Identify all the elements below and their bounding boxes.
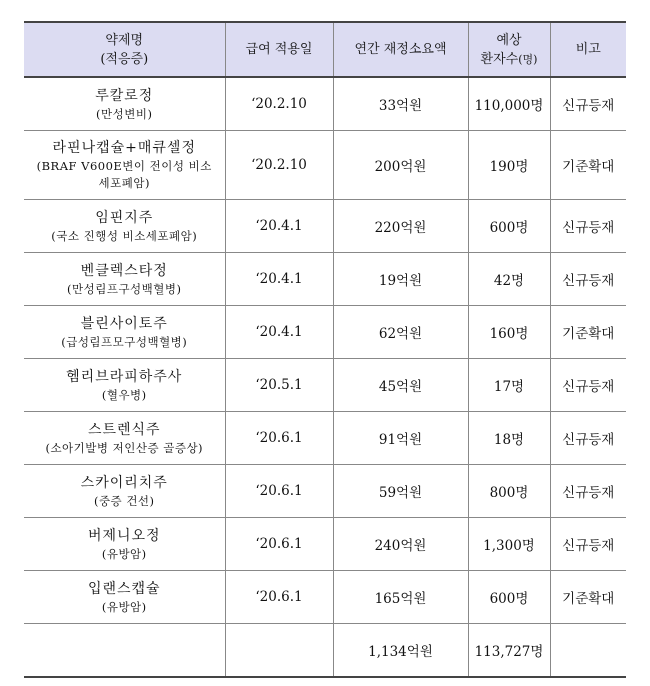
table-row xyxy=(24,253,626,306)
header-cost: 연간 재정소요액 xyxy=(333,22,468,77)
drug-cell xyxy=(24,571,225,624)
drug-name: 헴리브라피하주사 xyxy=(66,368,183,385)
table-row xyxy=(24,359,626,412)
annual-cost: 62억원 xyxy=(333,306,468,359)
drug-indication: (만성변비) xyxy=(96,106,153,121)
total-blank-2 xyxy=(225,624,333,678)
drug-name: 스카이리치주 xyxy=(80,474,168,491)
expected-patients: 190명 xyxy=(468,131,550,200)
expected-patients: 42명 xyxy=(468,253,550,306)
drug-cell xyxy=(24,518,225,571)
drug-name: 라핀나캡슐+매큐셀정 xyxy=(52,140,196,156)
drug-cell xyxy=(24,306,225,359)
drug-indication: (혈우병) xyxy=(101,387,147,402)
total-blank-1 xyxy=(24,624,225,678)
header-patients-line2-wrap xyxy=(471,50,548,69)
table-row xyxy=(24,518,626,571)
drug-indication: (유방암) xyxy=(101,599,147,614)
application-date: ‘20.2.10 xyxy=(225,77,333,131)
note: 기준확대 xyxy=(550,306,626,359)
application-date: ‘20.4.1 xyxy=(225,253,333,306)
application-date: ‘20.6.1 xyxy=(225,412,333,465)
expected-patients: 800명 xyxy=(468,465,550,518)
note: 신규등재 xyxy=(550,77,626,131)
application-date: ‘20.5.1 xyxy=(225,359,333,412)
header-note: 비고 xyxy=(550,22,626,77)
drug-cell xyxy=(24,359,225,412)
drug-indication: (BRAF V600E변이 전이성 비소세포폐암) xyxy=(36,159,212,190)
annual-cost: 19억원 xyxy=(333,253,468,306)
header-patients-line2: 환자수 xyxy=(480,51,519,67)
annual-cost: 91억원 xyxy=(333,412,468,465)
header-patients xyxy=(468,22,550,77)
drug-indication: (소아기발병 저인산증 골증상) xyxy=(45,440,204,455)
application-date: ‘20.6.1 xyxy=(225,518,333,571)
expected-patients: 600명 xyxy=(468,571,550,624)
drug-name: 입랜스캡슐 xyxy=(87,580,161,597)
note: 신규등재 xyxy=(550,200,626,253)
expected-patients: 600명 xyxy=(468,200,550,253)
drug-cell xyxy=(24,200,225,253)
drug-indication: (국소 진행성 비소세포폐암) xyxy=(51,228,198,243)
application-date: ‘20.6.1 xyxy=(225,465,333,518)
note: 신규등재 xyxy=(550,412,626,465)
drug-name: 스트렌식주 xyxy=(87,421,161,438)
total-cost: 1,134억원 xyxy=(333,624,468,678)
total-blank-3 xyxy=(550,624,626,678)
drug-name: 블린사이토주 xyxy=(80,315,168,332)
note: 신규등재 xyxy=(550,465,626,518)
drug-name: 임핀지주 xyxy=(95,209,154,226)
expected-patients: 18명 xyxy=(468,412,550,465)
drug-cell xyxy=(24,465,225,518)
annual-cost: 240억원 xyxy=(333,518,468,571)
drug-indication: (급성림프모구성백혈병) xyxy=(61,334,188,349)
annual-cost: 165억원 xyxy=(333,571,468,624)
table-body xyxy=(24,77,626,624)
annual-cost: 33억원 xyxy=(333,77,468,131)
annual-cost: 45억원 xyxy=(333,359,468,412)
application-date: ‘20.4.1 xyxy=(225,306,333,359)
annual-cost: 200억원 xyxy=(333,131,468,200)
table-row xyxy=(24,131,626,200)
note: 기준확대 xyxy=(550,131,626,200)
header-drug-name-label: 약제명 xyxy=(105,32,144,48)
drug-name: 루칼로정 xyxy=(95,87,154,104)
table-row xyxy=(24,412,626,465)
drug-cell xyxy=(24,412,225,465)
annual-cost: 59억원 xyxy=(333,465,468,518)
expected-patients: 17명 xyxy=(468,359,550,412)
table-row xyxy=(24,77,626,131)
header-patients-line1: 예상 xyxy=(496,32,522,48)
table-row xyxy=(24,571,626,624)
application-date: ‘20.6.1 xyxy=(225,571,333,624)
application-date: ‘20.4.1 xyxy=(225,200,333,253)
annual-cost: 220억원 xyxy=(333,200,468,253)
drug-reimbursement-table xyxy=(24,21,626,678)
table-header-row xyxy=(24,22,626,77)
note: 신규등재 xyxy=(550,518,626,571)
drug-name: 버제니오정 xyxy=(87,527,161,544)
note: 신규등재 xyxy=(550,253,626,306)
drug-cell xyxy=(24,253,225,306)
drug-cell xyxy=(24,77,225,131)
total-patients: 113,727명 xyxy=(468,624,550,678)
table-row xyxy=(24,306,626,359)
table-row xyxy=(24,200,626,253)
table-row xyxy=(24,465,626,518)
expected-patients: 160명 xyxy=(468,306,550,359)
application-date: ‘20.2.10 xyxy=(225,131,333,200)
header-patients-unit: (명) xyxy=(518,52,538,66)
drug-cell xyxy=(24,131,225,200)
total-row xyxy=(24,624,626,678)
header-indication-label: (적응증) xyxy=(100,51,149,67)
drug-indication: (중증 건선) xyxy=(93,493,155,508)
note: 기준확대 xyxy=(550,571,626,624)
header-date: 급여 적용일 xyxy=(225,22,333,77)
drug-indication: (만성림프구성백혈병) xyxy=(67,281,182,296)
note: 신규등재 xyxy=(550,359,626,412)
expected-patients: 1,300명 xyxy=(468,518,550,571)
drug-indication: (유방암) xyxy=(101,546,147,561)
drug-name: 벤클렉스타정 xyxy=(80,262,168,279)
header-drug-name xyxy=(24,22,225,77)
expected-patients: 110,000명 xyxy=(468,77,550,131)
